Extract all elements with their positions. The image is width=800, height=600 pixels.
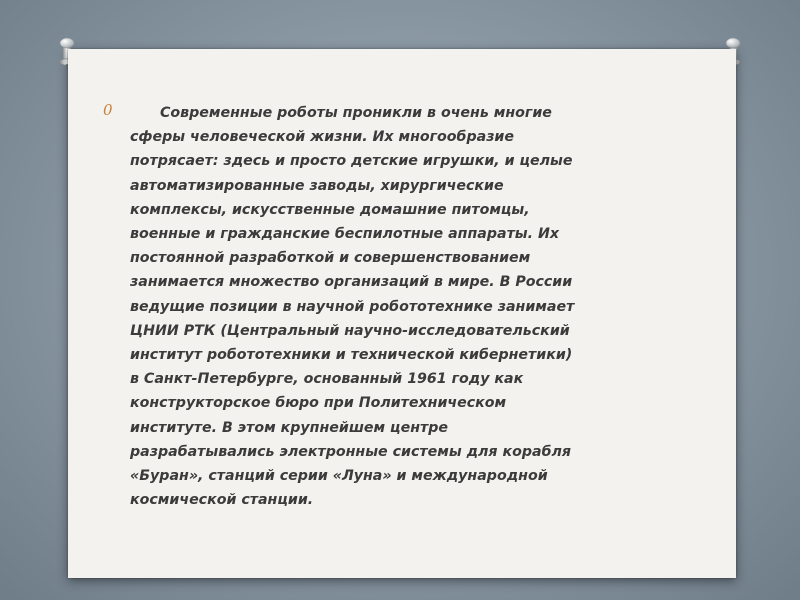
text-line-6: военные и гражданские беспилотные аппараты. Их — [130, 226, 559, 243]
text-line-7: постоянной разработкой и совершенствованием — [130, 250, 531, 267]
text-line-5: комплексы, искусственные домашние питомцы, — [130, 201, 530, 218]
text-line-11: институт робототехники и технической кибернетики) — [130, 347, 573, 364]
text-line-17: космической станции. — [130, 492, 314, 509]
text-line-10: ЦНИИ РТК (Центральный научно-исследовательский — [130, 322, 570, 339]
text-line-15: разрабатывались электронные системы для корабля — [130, 443, 571, 460]
text-line-14: институте. В этом крупнейшем центре — [130, 419, 448, 436]
text-line-12: в Санкт-Петербурге, основанный 1961 году как — [130, 371, 524, 388]
text-line-13: конструкторское бюро при Политехническом — [130, 395, 507, 412]
text-line-4: автоматизированные заводы, хирургические — [130, 177, 504, 194]
text-line-16: «Буран», станций серии «Луна» и международной — [130, 468, 548, 485]
text-line-8: занимается множество организаций в мире. В России — [130, 274, 573, 291]
text-line-3: потрясает: здесь и просто детские игрушки, и целые — [130, 153, 573, 170]
text-line-2: сферы человеческой жизни. Их многообразие — [130, 129, 514, 146]
bullet-marker: 0 — [103, 101, 113, 119]
slide-body-text — [130, 101, 712, 512]
text-line-9: ведущие позиции в научной робототехнике занимает — [130, 298, 575, 315]
text-line-1: Современные роботы проникли в очень многие — [160, 105, 552, 121]
